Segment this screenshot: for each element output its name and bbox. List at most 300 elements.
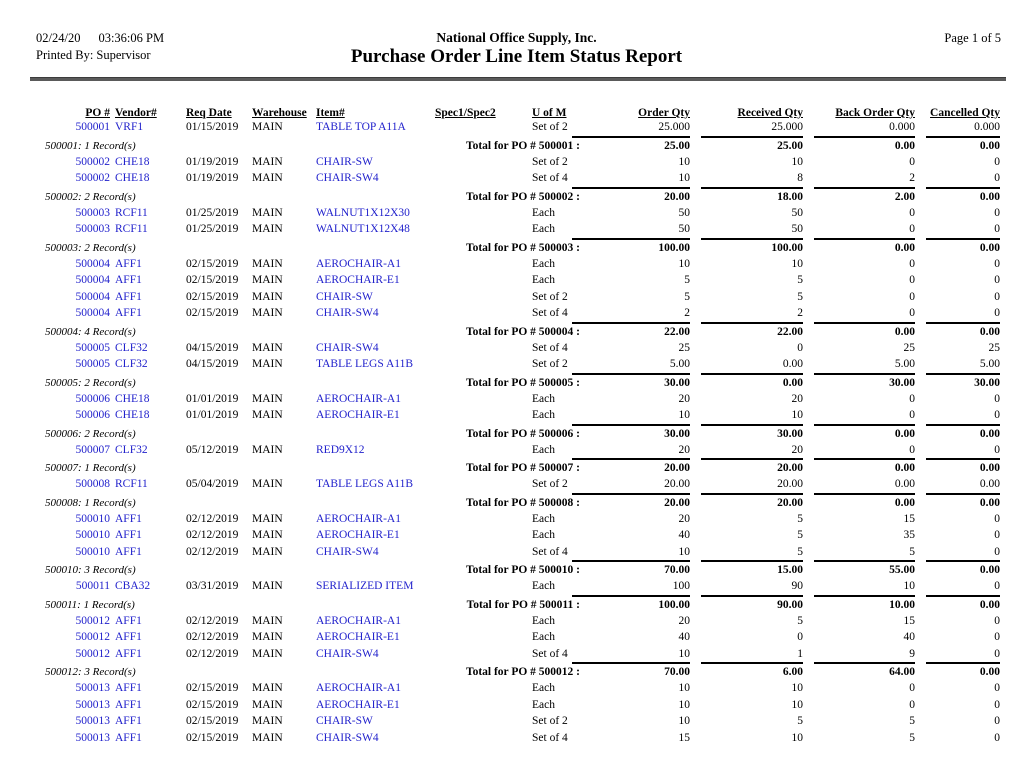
vendor-link[interactable]: AFF1 <box>115 307 142 319</box>
total-value: 70.00 <box>572 560 690 578</box>
uofm-value: Each <box>532 443 555 456</box>
table-row <box>35 391 1007 408</box>
uofm-value: Each <box>532 580 555 592</box>
received-qty-value: 5 <box>797 512 803 525</box>
received-qty-value: 90 <box>791 580 803 592</box>
received-qty-value: 10 <box>791 257 803 270</box>
vendor-link[interactable]: AFF1 <box>115 715 142 727</box>
po-link[interactable]: 500010 <box>75 529 110 541</box>
backorder-qty-value: 0 <box>909 290 915 303</box>
backorder-qty-value: 10 <box>903 580 915 592</box>
total-value: 100.00 <box>701 238 803 256</box>
item-link[interactable]: AEROCHAIR-E1 <box>316 274 400 286</box>
total-value: 0.00 <box>814 136 915 154</box>
po-total-label: Total for PO # 500001 : <box>465 139 580 152</box>
backorder-qty-value: 0 <box>909 698 915 711</box>
print-date: 02/24/20 <box>36 31 81 45</box>
po-link[interactable]: 500012 <box>75 647 110 660</box>
po-total-row <box>35 458 1007 476</box>
received-qty-total <box>697 424 810 442</box>
order-qty-value: 20 <box>678 512 690 525</box>
uofm-value: Set of 4 <box>532 731 568 744</box>
total-value: 0.00 <box>926 458 1000 476</box>
warehouse-value: MAIN <box>252 172 283 184</box>
po-total-label: Total for PO # 500008 : <box>465 496 580 509</box>
vendor-link[interactable]: CBA32 <box>115 580 151 592</box>
backorder-qty-value: 2 <box>909 172 915 184</box>
po-total-label: Total for PO # 500002 : <box>465 190 580 203</box>
item-link[interactable]: CHAIR-SW <box>316 715 373 727</box>
cancelled-qty-value: 0 <box>994 631 1000 643</box>
total-value: 2.00 <box>814 187 915 205</box>
spec-value <box>435 613 530 630</box>
received-qty-total <box>697 458 810 476</box>
item-link[interactable]: TABLE TOP A11A <box>316 121 406 133</box>
total-value: 0.00 <box>926 187 1000 205</box>
total-value: 30.00 <box>701 424 803 442</box>
item-link[interactable]: WALNUT1X12X48 <box>316 223 410 235</box>
total-value: 70.00 <box>572 662 690 680</box>
spec-value <box>435 356 530 373</box>
spec-value <box>435 256 530 273</box>
item-link[interactable]: RED9X12 <box>316 443 365 456</box>
vendor-link[interactable]: CLF32 <box>115 358 148 370</box>
spec-value <box>435 340 530 357</box>
po-link[interactable]: 500004 <box>75 257 110 270</box>
table-row <box>35 119 1007 136</box>
cancelled-qty-total <box>922 373 1007 391</box>
po-total-row <box>35 560 1007 578</box>
order-qty-value: 15 <box>678 731 690 744</box>
backorder-qty-value: 0 <box>909 257 915 270</box>
backorder-qty-value: 5.00 <box>894 358 915 370</box>
po-link[interactable]: 500004 <box>75 290 110 303</box>
item-link[interactable]: CHAIR-SW4 <box>316 172 379 184</box>
backorder-qty-value: 15 <box>903 512 915 525</box>
vendor-link[interactable]: AFF1 <box>115 274 142 286</box>
req-date-value: 01/19/2019 <box>186 155 239 168</box>
backorder-qty-value: 0 <box>909 274 915 286</box>
order-qty-value: 5 <box>684 274 690 286</box>
cancelled-qty-value: 0 <box>994 155 1000 168</box>
warehouse-value: MAIN <box>252 443 283 456</box>
backorder-qty-value: 0.00 <box>894 478 915 490</box>
order-qty-value: 20 <box>678 443 690 456</box>
item-link[interactable]: AEROCHAIR-E1 <box>316 631 400 643</box>
warehouse-value: MAIN <box>252 512 283 525</box>
received-qty-value: 0 <box>797 631 803 643</box>
req-date-value: 02/15/2019 <box>186 274 239 286</box>
page-title: Purchase Order Line Item Status Report <box>350 46 683 67</box>
vendor-link[interactable]: AFF1 <box>115 512 142 525</box>
column-header-warehouse: Warehouse <box>252 107 307 119</box>
vendor-link[interactable]: CLF32 <box>115 341 148 354</box>
backorder-qty-value: 0 <box>909 682 915 694</box>
backorder-qty-value: 0.000 <box>889 121 915 133</box>
spec-value <box>435 697 530 714</box>
po-link[interactable]: 500007 <box>75 443 110 456</box>
vendor-link[interactable]: AFF1 <box>115 682 142 694</box>
uofm-value: Set of 4 <box>532 307 568 319</box>
cancelled-qty-value: 0 <box>994 580 1000 592</box>
vendor-link[interactable]: RCF11 <box>115 223 148 235</box>
uofm-value: Each <box>532 206 555 219</box>
order-qty-total <box>610 595 697 613</box>
req-date-value: 01/25/2019 <box>186 206 239 219</box>
order-qty-value: 10 <box>678 155 690 168</box>
item-link[interactable]: AEROCHAIR-A1 <box>316 682 401 694</box>
table-row <box>35 205 1007 222</box>
order-qty-total <box>610 373 697 391</box>
cancelled-qty-value: 0 <box>994 647 1000 660</box>
received-qty-total <box>697 373 810 391</box>
vendor-link[interactable]: CHE18 <box>115 392 150 405</box>
po-link[interactable]: 500006 <box>75 392 110 405</box>
po-link[interactable]: 500013 <box>75 731 110 744</box>
received-qty-value: 0.00 <box>782 358 803 370</box>
order-qty-value: 50 <box>678 223 690 235</box>
spec-value <box>435 119 530 136</box>
vendor-link[interactable]: VRF1 <box>115 121 144 133</box>
req-date-value: 02/15/2019 <box>186 731 239 744</box>
po-link[interactable]: 500012 <box>75 631 110 643</box>
order-qty-value: 10 <box>678 409 690 421</box>
vendor-link[interactable]: CHE18 <box>115 172 150 184</box>
warehouse-value: MAIN <box>252 257 283 270</box>
po-total-row <box>35 662 1007 680</box>
po-link[interactable]: 500006 <box>75 409 110 421</box>
item-link[interactable]: AEROCHAIR-A1 <box>316 392 401 405</box>
cancelled-qty-value: 0 <box>994 409 1000 421</box>
item-link[interactable]: CHAIR-SW4 <box>316 731 379 744</box>
cancelled-qty-total <box>922 458 1007 476</box>
order-qty-total <box>610 322 697 340</box>
warehouse-value: MAIN <box>252 155 283 168</box>
order-qty-value: 100 <box>672 580 690 592</box>
cancelled-qty-value: 0 <box>994 731 1000 744</box>
item-link[interactable]: AEROCHAIR-E1 <box>316 409 400 421</box>
total-value: 0.00 <box>814 458 915 476</box>
po-total-label: Total for PO # 500007 : <box>465 462 580 474</box>
vendor-link[interactable]: AFF1 <box>115 545 142 558</box>
uofm-value: Each <box>532 223 555 235</box>
spec-value <box>435 680 530 697</box>
table-row <box>35 221 1007 238</box>
vendor-link[interactable]: AFF1 <box>115 647 142 660</box>
column-header-reqdate: Req Date <box>186 107 232 119</box>
received-qty-value: 5 <box>797 614 803 627</box>
received-qty-value: 2 <box>797 307 803 319</box>
order-qty-value: 20.00 <box>664 478 690 490</box>
order-qty-total <box>610 662 697 680</box>
order-qty-total <box>610 238 697 256</box>
order-qty-value: 20 <box>678 614 690 627</box>
uofm-value: Each <box>532 698 555 711</box>
total-value: 0.00 <box>926 322 1000 340</box>
req-date-value: 02/15/2019 <box>186 307 239 319</box>
po-link[interactable]: 500004 <box>75 274 110 286</box>
total-value: 100.00 <box>572 238 690 256</box>
req-date-value: 02/15/2019 <box>186 290 239 303</box>
page-indicator: Page 1 of 5 <box>944 31 1001 45</box>
backorder-qty-value: 0 <box>909 443 915 456</box>
backorder-qty-value: 40 <box>903 631 915 643</box>
total-value: 55.00 <box>814 560 915 578</box>
total-value: 0.00 <box>814 322 915 340</box>
record-count: 500006: 2 Record(s) <box>45 427 136 440</box>
po-link[interactable]: 500010 <box>75 545 110 558</box>
order-qty-value: 10 <box>678 172 690 184</box>
cancelled-qty-value: 0 <box>994 257 1000 270</box>
order-qty-value: 50 <box>678 206 690 219</box>
req-date-value: 05/12/2019 <box>186 443 239 456</box>
po-link[interactable]: 500013 <box>75 715 110 727</box>
po-link[interactable]: 500003 <box>75 223 110 235</box>
po-total-label: Total for PO # 500004 : <box>465 325 580 338</box>
vendor-link[interactable]: CHE18 <box>115 409 150 421</box>
spec-value <box>435 713 530 730</box>
warehouse-value: MAIN <box>252 223 283 235</box>
req-date-value: 02/12/2019 <box>186 614 239 627</box>
item-link[interactable]: SERIALIZED ITEM <box>316 580 414 592</box>
total-value: 30.00 <box>814 373 915 391</box>
total-value: 15.00 <box>701 560 803 578</box>
warehouse-value: MAIN <box>252 358 283 370</box>
received-qty-value: 1 <box>797 647 803 660</box>
total-value: 0.00 <box>926 136 1000 154</box>
warehouse-value: MAIN <box>252 206 283 219</box>
total-value: 22.00 <box>572 322 690 340</box>
po-link[interactable]: 500002 <box>75 155 110 168</box>
req-date-value: 04/15/2019 <box>186 358 239 370</box>
po-link[interactable]: 500002 <box>75 172 110 184</box>
received-qty-value: 10 <box>791 682 803 694</box>
backorder-qty-total <box>810 322 922 340</box>
po-total-row <box>35 493 1007 511</box>
column-header-spec: Spec1/Spec2 <box>435 107 496 119</box>
order-qty-value: 5 <box>684 290 690 303</box>
order-qty-total <box>610 424 697 442</box>
req-date-value: 05/04/2019 <box>186 478 239 490</box>
report-table-body <box>35 119 1007 746</box>
order-qty-value: 10 <box>678 715 690 727</box>
backorder-qty-value: 35 <box>903 529 915 541</box>
req-date-value: 02/12/2019 <box>186 545 239 558</box>
po-total-label: Total for PO # 500003 : <box>465 241 580 254</box>
req-date-value: 01/19/2019 <box>186 172 239 184</box>
item-link[interactable]: AEROCHAIR-E1 <box>316 529 400 541</box>
cancelled-qty-value: 0 <box>994 290 1000 303</box>
record-count: 500008: 1 Record(s) <box>45 496 136 509</box>
vendor-link[interactable]: AFF1 <box>115 731 142 744</box>
backorder-qty-total <box>810 187 922 205</box>
cancelled-qty-total <box>922 424 1007 442</box>
print-time: 03:36:06 PM <box>98 31 165 45</box>
uofm-value: Set of 4 <box>532 172 568 184</box>
table-row <box>35 511 1007 528</box>
order-qty-value: 20 <box>678 392 690 405</box>
table-row <box>35 527 1007 544</box>
cancelled-qty-value: 0 <box>994 529 1000 541</box>
po-link[interactable]: 500010 <box>75 512 110 525</box>
vendor-link[interactable]: AFF1 <box>115 257 142 270</box>
received-qty-value: 10 <box>791 409 803 421</box>
printed-by-value: Supervisor <box>96 48 151 62</box>
item-link[interactable]: CHAIR-SW4 <box>316 647 379 660</box>
po-link[interactable]: 500005 <box>75 358 110 370</box>
record-count: 500007: 1 Record(s) <box>45 462 136 474</box>
req-date-value: 02/15/2019 <box>186 698 239 711</box>
backorder-qty-value: 5 <box>909 731 915 744</box>
uofm-value: Set of 4 <box>532 647 568 660</box>
received-qty-value: 5 <box>797 529 803 541</box>
company-name: National Office Supply, Inc. <box>436 30 597 45</box>
vendor-link[interactable]: RCF11 <box>115 206 148 219</box>
item-link[interactable]: AEROCHAIR-A1 <box>316 257 401 270</box>
item-link[interactable]: AEROCHAIR-A1 <box>316 512 401 525</box>
received-qty-value: 20.00 <box>777 478 803 490</box>
order-qty-value: 40 <box>678 631 690 643</box>
backorder-qty-value: 0 <box>909 155 915 168</box>
vendor-link[interactable]: AFF1 <box>115 529 142 541</box>
column-header-orderqty: Order Qty <box>638 107 690 119</box>
total-value: 20.00 <box>572 493 690 511</box>
item-link[interactable]: CHAIR-SW <box>316 290 373 303</box>
spec-value <box>435 511 530 528</box>
spec-value <box>435 170 530 187</box>
received-qty-value: 50 <box>791 206 803 219</box>
item-link[interactable]: WALNUT1X12X30 <box>316 206 410 219</box>
table-row <box>35 256 1007 273</box>
vendor-link[interactable]: CHE18 <box>115 155 150 168</box>
total-value: 0.00 <box>926 493 1000 511</box>
po-total-label: Total for PO # 500011 : <box>466 598 580 611</box>
item-link[interactable]: CHAIR-SW4 <box>316 341 379 354</box>
req-date-value: 02/12/2019 <box>186 529 239 541</box>
vendor-link[interactable]: CLF32 <box>115 443 148 456</box>
po-total-row <box>35 238 1007 256</box>
req-date-value: 02/15/2019 <box>186 715 239 727</box>
vendor-link[interactable]: AFF1 <box>115 631 142 643</box>
received-qty-value: 20 <box>791 392 803 405</box>
received-qty-total <box>697 662 810 680</box>
req-date-value: 01/01/2019 <box>186 392 239 405</box>
backorder-qty-value: 0 <box>909 307 915 319</box>
po-total-label: Total for PO # 500005 : <box>465 376 580 389</box>
cancelled-qty-value: 0 <box>994 512 1000 525</box>
order-qty-value: 25 <box>678 341 690 354</box>
warehouse-value: MAIN <box>252 478 283 490</box>
warehouse-value: MAIN <box>252 715 283 727</box>
po-link[interactable]: 500008 <box>75 478 110 490</box>
received-qty-total <box>697 322 810 340</box>
table-row <box>35 544 1007 561</box>
order-qty-value: 10 <box>678 698 690 711</box>
po-link[interactable]: 500012 <box>75 614 110 627</box>
cancelled-qty-value: 0 <box>994 206 1000 219</box>
total-value: 64.00 <box>814 662 915 680</box>
spec-value <box>435 476 530 493</box>
table-row <box>35 305 1007 322</box>
vendor-link[interactable]: AFF1 <box>115 614 142 627</box>
uofm-value: Each <box>532 512 555 525</box>
total-value: 22.00 <box>701 322 803 340</box>
po-link[interactable]: 500013 <box>75 698 110 711</box>
warehouse-value: MAIN <box>252 731 283 744</box>
po-link[interactable]: 500001 <box>75 121 110 133</box>
req-date-value: 02/12/2019 <box>186 647 239 660</box>
po-link[interactable]: 500003 <box>75 206 110 219</box>
vendor-link[interactable]: AFF1 <box>115 698 142 711</box>
req-date-value: 01/01/2019 <box>186 409 239 421</box>
received-qty-value: 10 <box>791 731 803 744</box>
spec-value <box>435 391 530 408</box>
warehouse-value: MAIN <box>252 529 283 541</box>
cancelled-qty-value: 0 <box>994 715 1000 727</box>
req-date-value: 02/15/2019 <box>186 257 239 270</box>
total-value: 25.00 <box>701 136 803 154</box>
item-link[interactable]: TABLE LEGS A11B <box>316 358 414 370</box>
backorder-qty-value: 0 <box>909 206 915 219</box>
item-link[interactable]: AEROCHAIR-A1 <box>316 614 401 627</box>
spec-value <box>435 527 530 544</box>
req-date-value: 02/12/2019 <box>186 631 239 643</box>
po-total-row <box>35 136 1007 154</box>
spec-value <box>435 629 530 646</box>
po-total-row <box>35 322 1007 340</box>
po-link[interactable]: 500011 <box>75 580 110 592</box>
backorder-qty-value: 25 <box>903 341 915 354</box>
backorder-qty-total <box>810 560 922 578</box>
item-link[interactable]: TABLE LEGS A11B <box>316 478 414 490</box>
table-row <box>35 697 1007 714</box>
total-value: 100.00 <box>572 595 690 613</box>
column-header-po: PO # <box>85 107 110 119</box>
spec-value <box>435 578 530 595</box>
vendor-link[interactable]: RCF11 <box>115 478 148 490</box>
record-count: 500002: 2 Record(s) <box>45 190 136 203</box>
record-count: 500001: 1 Record(s) <box>45 139 136 152</box>
cancelled-qty-value: 0 <box>994 545 1000 558</box>
column-header-vendor: Vendor# <box>115 107 157 119</box>
req-date-value: 04/15/2019 <box>186 341 239 354</box>
po-total-row <box>35 424 1007 442</box>
po-link[interactable]: 500005 <box>75 341 110 354</box>
item-link[interactable]: CHAIR-SW4 <box>316 307 379 319</box>
po-link[interactable]: 500004 <box>75 307 110 319</box>
table-row <box>35 730 1007 747</box>
item-link[interactable]: CHAIR-SW4 <box>316 545 379 558</box>
received-qty-total <box>697 595 810 613</box>
req-date-value: 01/25/2019 <box>186 223 239 235</box>
uofm-value: Set of 4 <box>532 545 568 558</box>
order-qty-value: 40 <box>678 529 690 541</box>
backorder-qty-value: 5 <box>909 545 915 558</box>
po-total-row <box>35 187 1007 205</box>
total-value: 0.00 <box>814 424 915 442</box>
table-row <box>35 476 1007 493</box>
table-row <box>35 407 1007 424</box>
po-link[interactable]: 500013 <box>75 682 110 694</box>
order-qty-value: 10 <box>678 647 690 660</box>
vendor-link[interactable]: AFF1 <box>115 290 142 303</box>
backorder-qty-total <box>810 595 922 613</box>
spec-value <box>435 289 530 306</box>
warehouse-value: MAIN <box>252 580 283 592</box>
item-link[interactable]: AEROCHAIR-E1 <box>316 698 400 711</box>
total-value: 10.00 <box>814 595 915 613</box>
item-link[interactable]: CHAIR-SW <box>316 155 373 168</box>
